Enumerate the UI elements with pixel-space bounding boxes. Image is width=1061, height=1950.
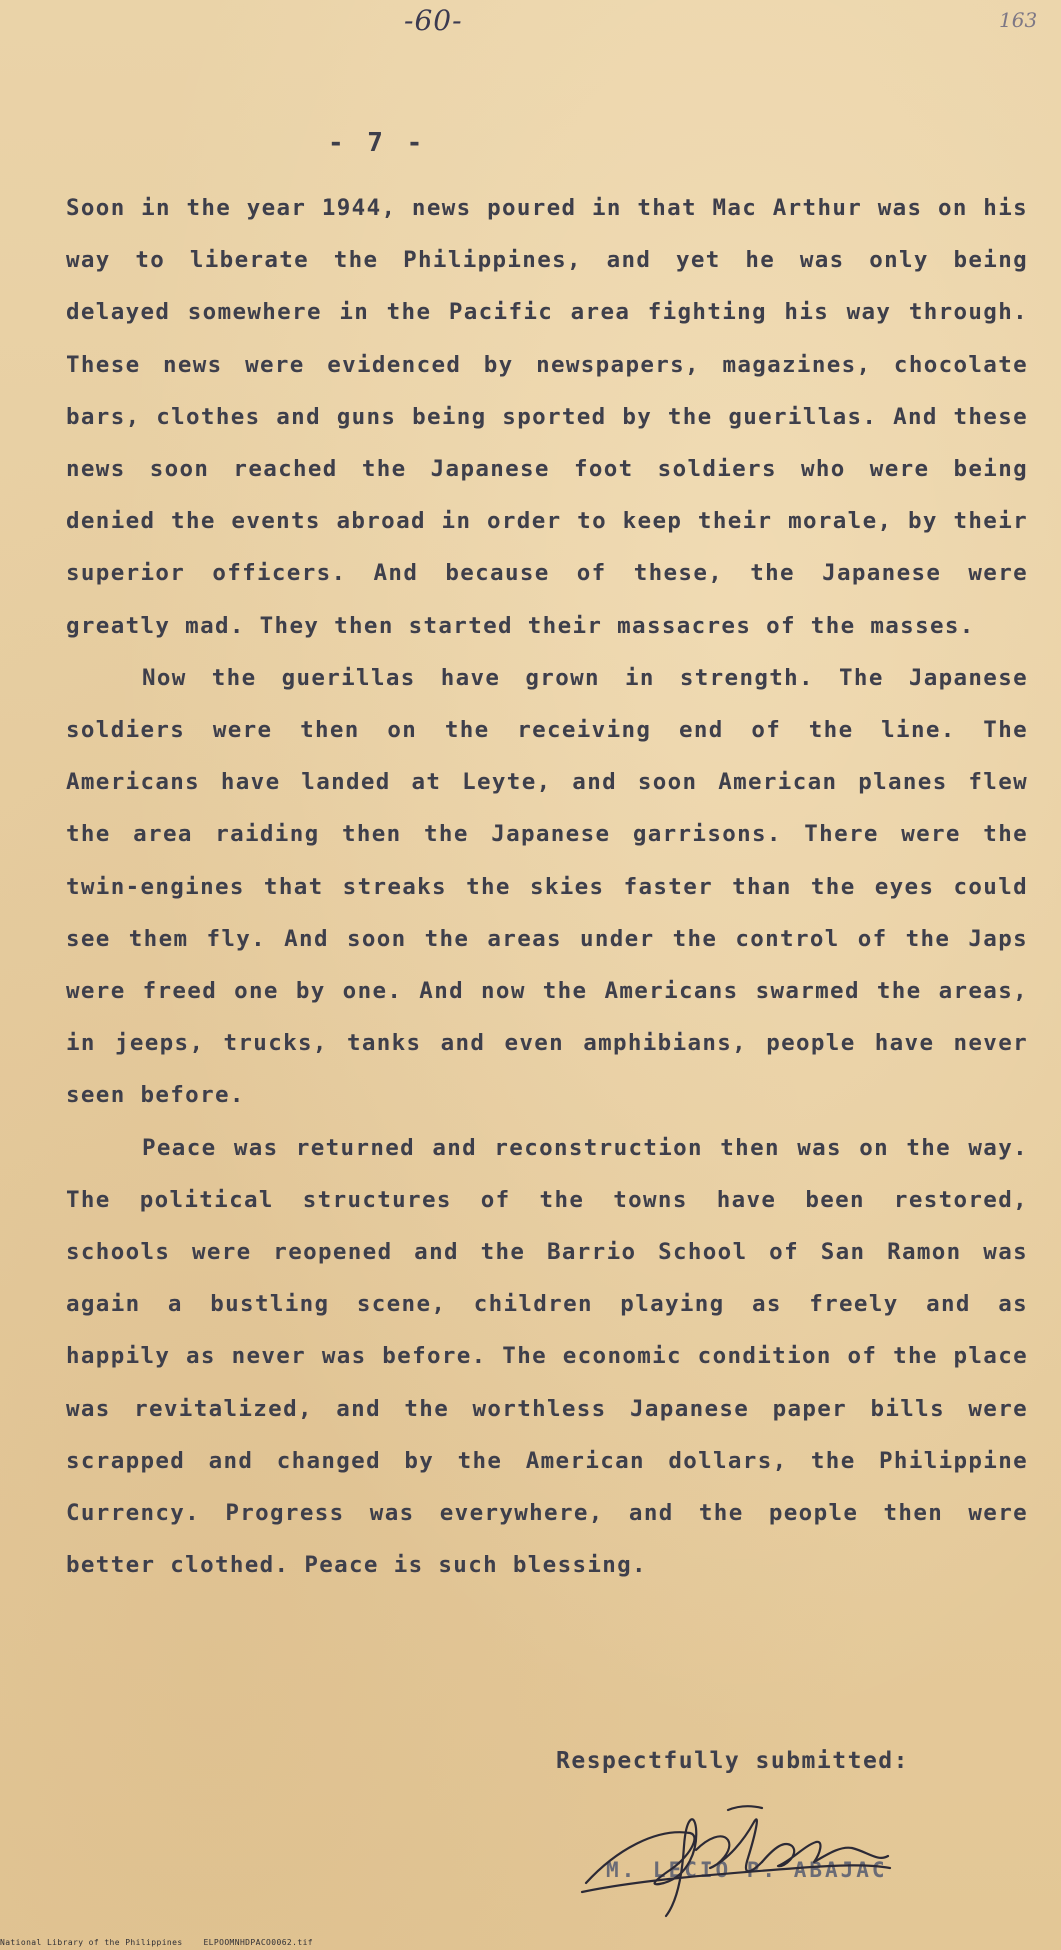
typed-page-number: - 7 - (328, 128, 427, 158)
paragraph: Now the guerillas have grown in strength. The Japanese soldiers were then on the receiving end of the line. The Americans have landed at Leyte, and soon American planes flew the area raiding then the Japanese garrisons. There were the twin-engines that streaks the skies faster than the eyes could see them fly. And soon the areas under the control of the Japs were freed one by one. And now the Americans swarmed the areas, in jeeps, trucks, tanks and even amphibians, people have never seen before. (66, 664, 1028, 1109)
handwritten-signature (578, 1788, 898, 1928)
closing-salutation: Respectfully submitted: (556, 1748, 909, 1774)
body-text (66, 182, 1028, 1591)
paragraph: Soon in the year 1944, news poured in that Mac Arthur was on his way to liberate the Philippines, and yet he was only being delayed somewhere in the Pacific area fighting his way through. These news were evidenced by newspapers, magazines, chocolate bars, clothes and guns being sported by the guerillas. And these news soon reached the Japanese foot soldiers who were being denied the events abroad in order to keep their morale, by their superior officers. And because of these, the Japanese were greatly mad. They then started their massacres of the masses. (66, 195, 1028, 639)
handwritten-page-number: -60- (404, 4, 463, 37)
archive-footer (0, 1938, 313, 1947)
file-id: ELPOOMNHDPACO0062.tif (203, 1938, 313, 1947)
typed-signatory-name: M. LECIO P. ABAJAC (606, 1858, 888, 1882)
library-credit: National Library of the Philippines (0, 1938, 183, 1947)
paragraph: Peace was returned and reconstruction then was on the way. The political structures of the towns have been restored, schools were reopened and the Barrio School of San Ramon was again a bustling scene, children playing as freely and as happily as never was before. The economic condition of the place was revitalized, and the worthless Japanese paper bills were scrapped and changed by the American dollars, the Philippine Currency. Progress was everywhere, and the people then were better clothed. Peace is such blessing. (66, 1134, 1028, 1579)
folio-number: 163 (999, 8, 1038, 32)
